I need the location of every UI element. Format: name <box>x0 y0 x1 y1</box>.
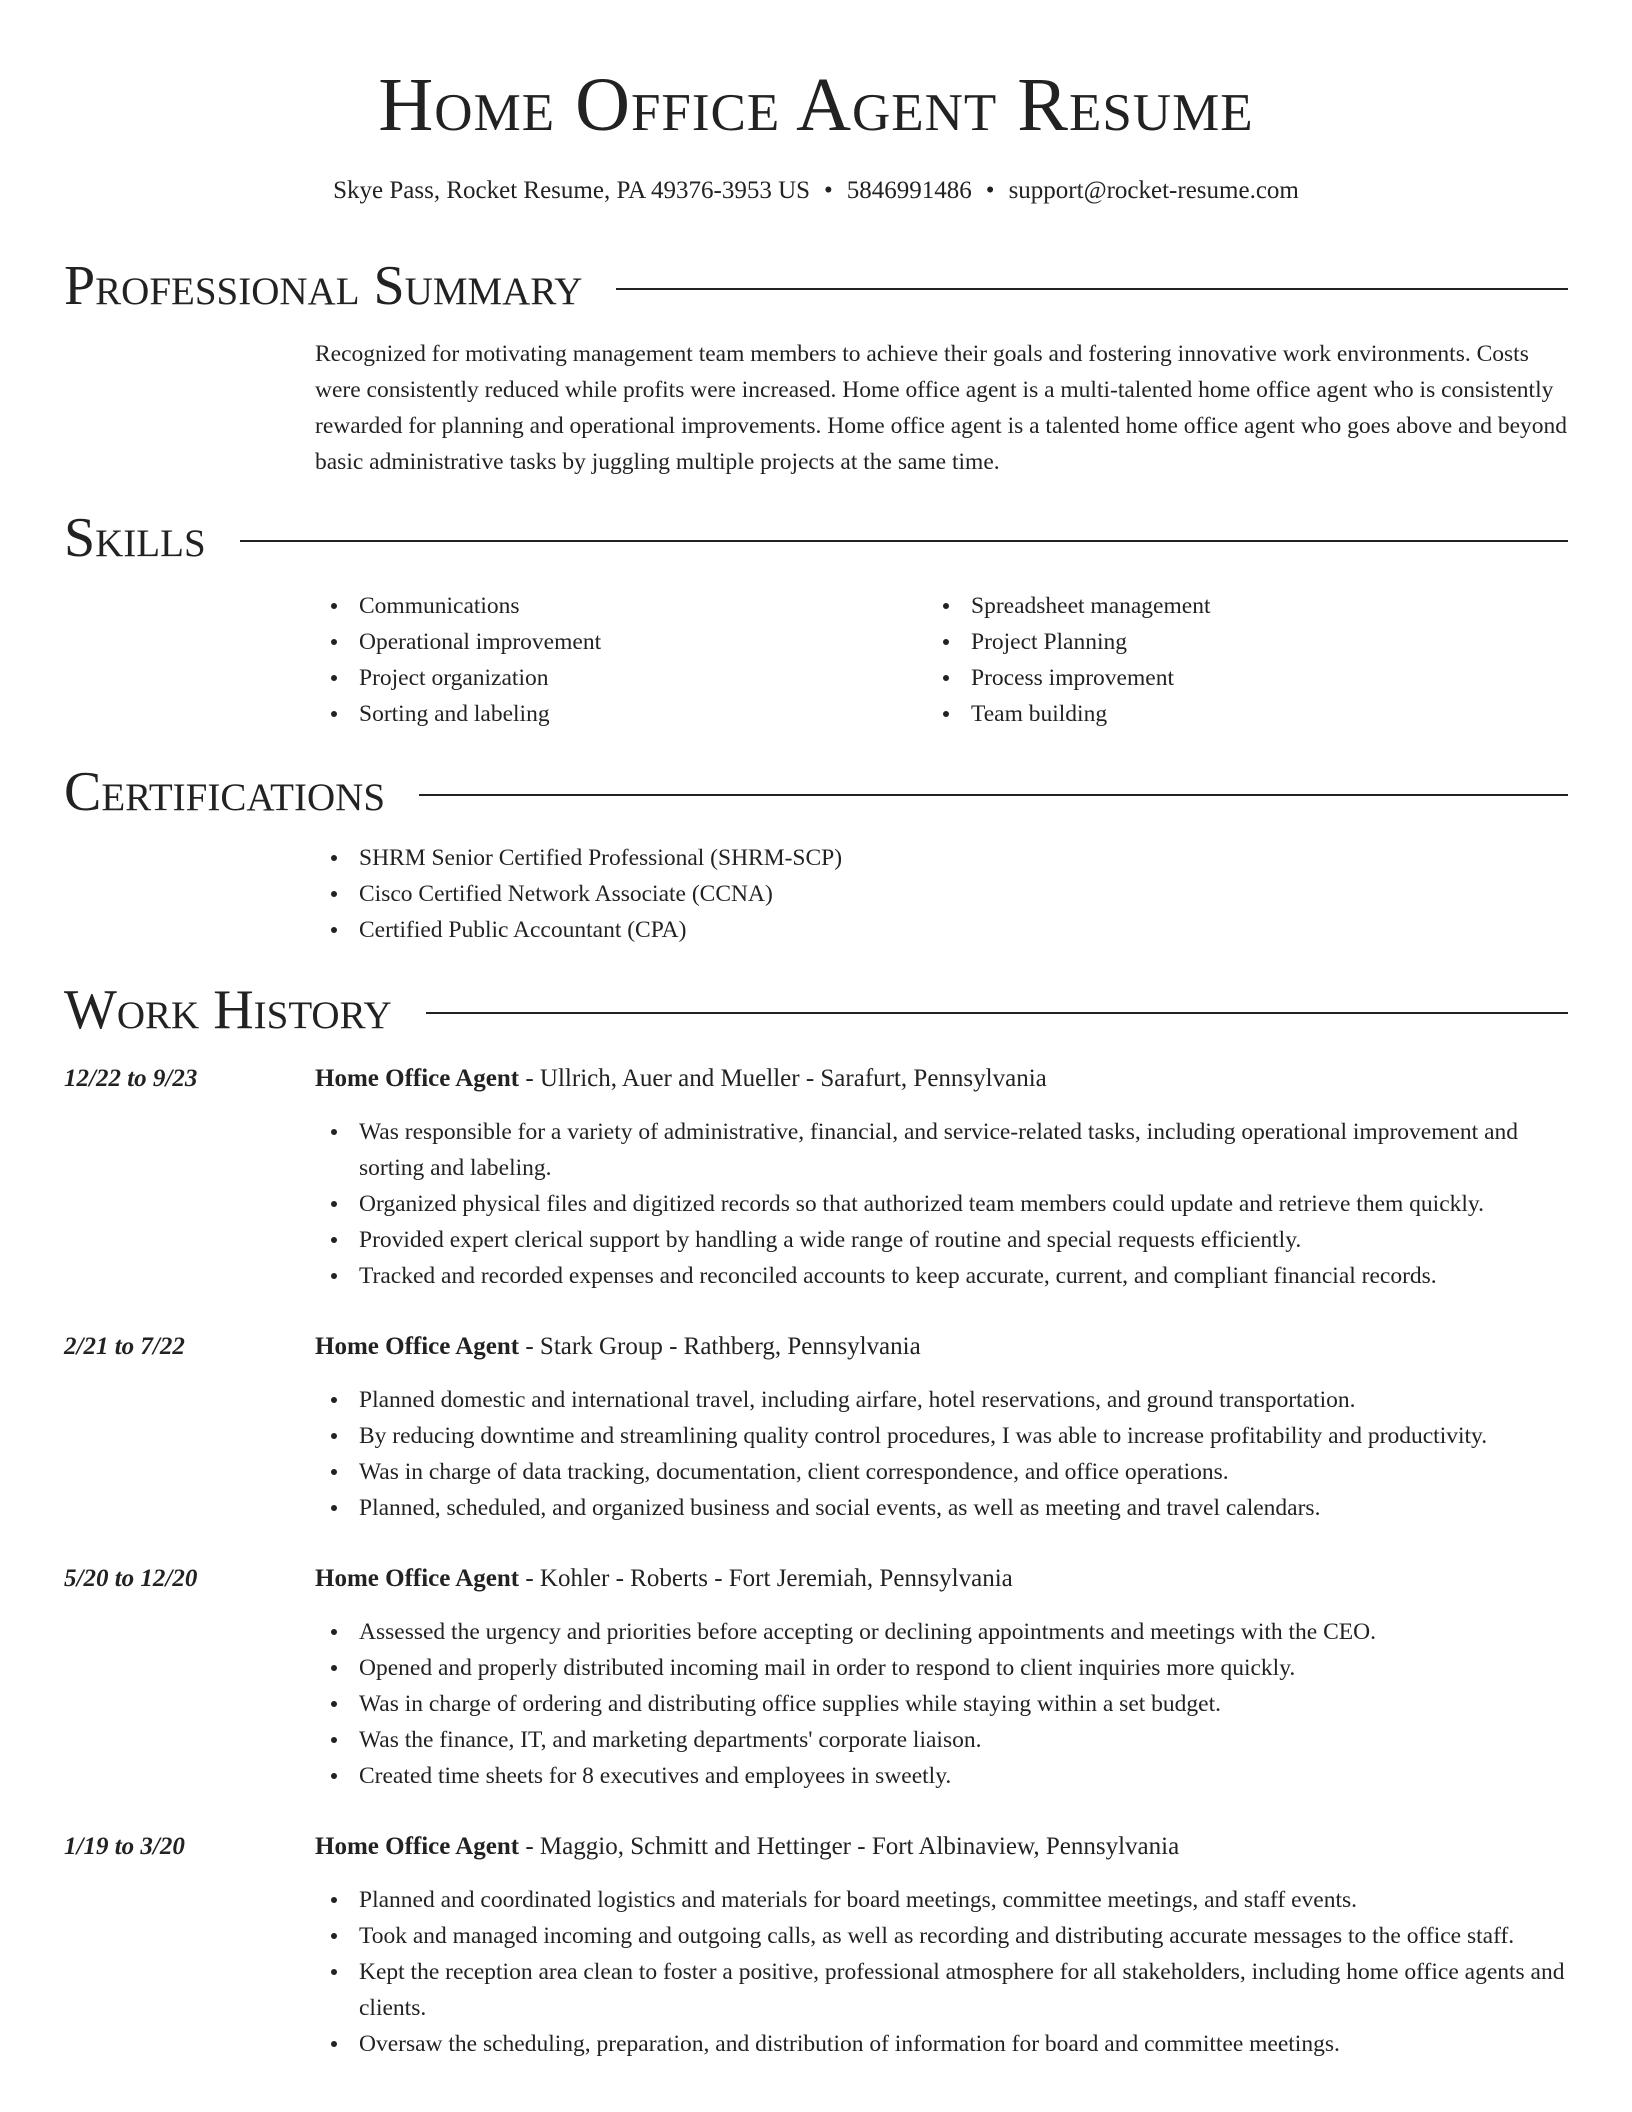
skill-item: Project Planning <box>927 624 1487 660</box>
job-duties-list <box>315 1114 1568 1294</box>
contact-separator: • <box>824 177 833 204</box>
section-divider <box>616 288 1568 290</box>
job-duty-item: By reducing downtime and streamlining quality control procedures, I was able to increase profitability and productivity. <box>315 1418 1568 1454</box>
job-duty-item: Kept the reception area clean to foster a positive, professional atmosphere for all stakeholders, including home office agents and clients. <box>315 1954 1568 2026</box>
skills-heading-label: Skills <box>64 507 206 569</box>
skills-section-heading <box>64 506 1568 570</box>
certifications-list <box>315 840 1568 948</box>
skill-item: Process improvement <box>927 660 1487 696</box>
work-history-section-heading <box>64 978 1568 1042</box>
contact-address: Skye Pass, Rocket Resume, PA 49376-3953 US <box>333 177 811 204</box>
skills-list-right <box>927 588 1487 732</box>
skills-list-left <box>315 588 875 732</box>
job-duties <box>315 1882 1568 2062</box>
skill-item: Spreadsheet management <box>927 588 1487 624</box>
job-dates: 2/21 to 7/22 <box>64 1333 185 1360</box>
job-duty-item: Provided expert clerical support by handling a wide range of routine and special requests efficiently. <box>315 1222 1568 1258</box>
section-divider <box>240 540 1568 542</box>
job-duties <box>315 1382 1568 1526</box>
summary-section-heading <box>64 254 1568 318</box>
job-header <box>315 1562 1568 1596</box>
certifications-heading-label: Certifications <box>64 761 386 823</box>
contact-line <box>0 174 1632 208</box>
job-employer: - Kohler - Roberts - Fort Jeremiah, Pennsylvania <box>519 1565 1013 1592</box>
job-employer: - Maggio, Schmitt and Hettinger - Fort Albinaview, Pennsylvania <box>519 1833 1180 1860</box>
job-duty-item: Was in charge of ordering and distributing office supplies while staying within a set budget. <box>315 1686 1568 1722</box>
skill-item: Project organization <box>315 660 875 696</box>
contact-email: support@rocket-resume.com <box>1008 177 1299 204</box>
skill-item: Sorting and labeling <box>315 696 875 732</box>
skill-item: Operational improvement <box>315 624 875 660</box>
skill-item: Communications <box>315 588 875 624</box>
job-employer: - Ullrich, Auer and Mueller - Sarafurt, Pennsylvania <box>519 1065 1047 1092</box>
job-duty-item: Was in charge of data tracking, documentation, client correspondence, and office operations. <box>315 1454 1568 1490</box>
job-dates: 12/22 to 9/23 <box>64 1065 198 1092</box>
job-duty-item: Planned and coordinated logistics and materials for board meetings, committee meetings, and staff events. <box>315 1882 1568 1918</box>
section-divider <box>419 794 1568 796</box>
job-duty-item: Took and managed incoming and outgoing calls, as well as recording and distributing accurate messages to the office staff. <box>315 1918 1568 1954</box>
summary-text: Recognized for motivating management team members to achieve their goals and fostering innovative work environments. Costs were consistently reduced while profits were increased. Home office agent is a multi-talented home office agent who is consistently rewarded for planning and operational improvements. Home office agent is a talented home office agent who goes above and beyond basic administrative tasks by juggling multiple projects at the same time. <box>315 341 1568 475</box>
job-title: Home Office Agent <box>315 1333 520 1360</box>
skill-item: Team building <box>927 696 1487 732</box>
summary-block <box>315 336 1568 480</box>
job-duties-list <box>315 1382 1568 1526</box>
certification-item: Certified Public Accountant (CPA) <box>315 912 1568 948</box>
job-duty-item: Oversaw the scheduling, preparation, and distribution of information for board and committee meetings. <box>315 2026 1568 2062</box>
job-duty-item: Planned domestic and international travel, including airfare, hotel reservations, and ground transportation. <box>315 1382 1568 1418</box>
resume-title: Home Office Agent Resume <box>378 63 1254 147</box>
job-dates: 5/20 to 12/20 <box>64 1565 198 1592</box>
skills-block <box>315 588 1568 738</box>
certification-item: SHRM Senior Certified Professional (SHRM-SCP) <box>315 840 1568 876</box>
job-title: Home Office Agent <box>315 1565 520 1592</box>
certifications-section-heading <box>64 760 1568 824</box>
job-dates: 1/19 to 3/20 <box>64 1833 185 1860</box>
job-duties <box>315 1614 1568 1794</box>
job-duty-item: Created time sheets for 8 executives and employees in sweetly. <box>315 1758 1568 1794</box>
job-duties <box>315 1114 1568 1294</box>
job-duty-item: Opened and properly distributed incoming mail in order to respond to client inquiries more quickly. <box>315 1650 1568 1686</box>
job-duties-list <box>315 1882 1568 2062</box>
section-divider <box>426 1012 1568 1014</box>
job-duty-item: Planned, scheduled, and organized business and social events, as well as meeting and travel calendars. <box>315 1490 1568 1526</box>
job-duty-item: Assessed the urgency and priorities before accepting or declining appointments and meetings with the CEO. <box>315 1614 1568 1650</box>
job-header <box>315 1062 1568 1096</box>
certifications-block <box>315 840 1568 948</box>
job-employer: - Stark Group - Rathberg, Pennsylvania <box>519 1333 921 1360</box>
summary-heading-label: Professional Summary <box>64 255 583 317</box>
job-title: Home Office Agent <box>315 1065 520 1092</box>
job-header <box>315 1330 1568 1364</box>
job-header <box>315 1830 1568 1864</box>
work-history-heading-label: Work History <box>64 979 392 1041</box>
job-duty-item: Was responsible for a variety of administrative, financial, and service-related tasks, including operational improvement and sorting and labeling. <box>315 1114 1568 1186</box>
job-duties-list <box>315 1614 1568 1794</box>
job-duty-item: Organized physical files and digitized records so that authorized team members could update and retrieve them quickly. <box>315 1186 1568 1222</box>
contact-separator: • <box>985 177 995 204</box>
contact-phone: 5846991486 <box>846 177 972 204</box>
job-duty-item: Was the finance, IT, and marketing departments' corporate liaison. <box>315 1722 1568 1758</box>
job-title: Home Office Agent <box>315 1833 520 1860</box>
job-duty-item: Tracked and recorded expenses and reconciled accounts to keep accurate, current, and compliant financial records. <box>315 1258 1568 1294</box>
certification-item: Cisco Certified Network Associate (CCNA) <box>315 876 1568 912</box>
